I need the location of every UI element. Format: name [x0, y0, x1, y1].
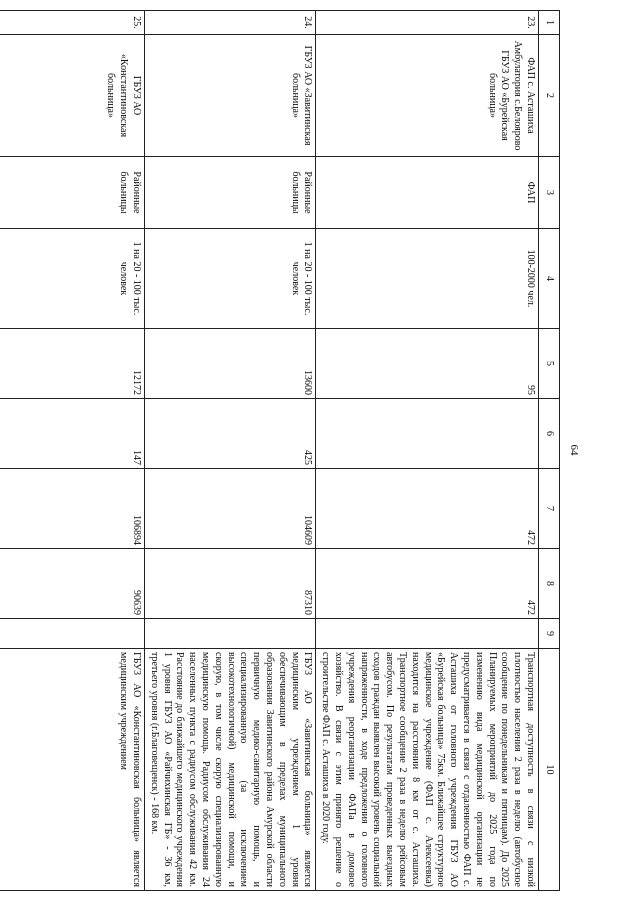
column-number: 3	[539, 157, 560, 229]
value-col8: 90639	[0, 549, 145, 619]
institution-name: ГБУЗ АО «Завитинская больница»	[145, 35, 316, 157]
table-row	[0, 11, 145, 891]
institution-type: ФАП	[316, 157, 539, 229]
rotated-page-content	[24, 10, 584, 890]
coverage-norm: 1 на 20 - 100 тыс. человек	[0, 229, 145, 329]
value-col9	[316, 619, 539, 649]
column-number: 6	[539, 399, 560, 469]
value-col5: 95	[316, 329, 539, 399]
value-col6: 147	[0, 399, 145, 469]
coverage-norm: 100-2000 чел.	[316, 229, 539, 329]
column-number: 8	[539, 549, 560, 619]
column-number: 1	[539, 11, 560, 35]
institution-name: ГБУЗ АО «Константиновская больница»	[0, 35, 145, 157]
value-col6: 425	[145, 399, 316, 469]
column-number: 9	[539, 619, 560, 649]
column-number: 5	[539, 329, 560, 399]
institution-name: ФАП с. Асташиха Амбулатория с.Белоярово ГБУЗ АО «Бурейская больница»	[316, 35, 539, 157]
value-col8: 87310	[145, 549, 316, 619]
row-number: 23.	[316, 11, 539, 35]
institution-type: Районные больницы	[145, 157, 316, 229]
value-col6	[316, 399, 539, 469]
column-number: 10	[539, 649, 560, 891]
column-number: 2	[539, 35, 560, 157]
column-number-row	[539, 11, 560, 891]
justification-text: Транспортная доступность в связи с низкой плотностью населения 2 раза в неделю (автобусное сообщение по понедельникам и пятницам). До 2025 Планируемых мероприятий до 2025 года по изменению вида медицинской организации не предусматривается в связи с отдаленностью ФАП с. Асташиха от головного учреждения ГБУЗ АО «Бурейская больница» 75км. Ближайшее структурное медицинское учреждение (ФАП с. Алексеевка) находится на расстоянии 8 км от с. Асташиха. Транспортное сообщение 2 раза в неделю рейсовым автобусом. По результатам проведенных выездных сходов граждан выявлен высокий уровень социальной напряженности, в ходе предложения о головного учреждения реорганизации ФАПа в домовое хозяйство. В связи с этим принято решение о строительстве ФАП с. Асташиха в 2020 году.	[316, 649, 539, 891]
row-number: 25.	[0, 11, 145, 35]
row-number: 24.	[145, 11, 316, 35]
justification-text: ГБУЗ АО «Константиновская больница» является медицинским учреждением	[0, 649, 145, 891]
institutions-table	[0, 10, 560, 891]
value-col7: 104609	[145, 469, 316, 549]
coverage-norm: 1 на 20 - 100 тыс. человек	[145, 229, 316, 329]
value-col8: 472	[316, 549, 539, 619]
value-col7: 472	[316, 469, 539, 549]
value-col9	[145, 619, 316, 649]
value-col5: 12172	[0, 329, 145, 399]
value-col7: 106894	[0, 469, 145, 549]
value-col5: 13600	[145, 329, 316, 399]
value-col9	[0, 619, 145, 649]
institution-type: Районные больницы	[0, 157, 145, 229]
column-number: 7	[539, 469, 560, 549]
justification-text: ГБУЗ АО «Завитинская больница» является медицинским учреждением 1 уровня обеспечивающим в пределах муниципального образования Завитинского района Амурской области первичную медико-санитарную помощь, и специализированную (за исключением высокотехнологичной) медицинской помощи, и скорую, в том числе скорую специализированную медицинскую помощь. Радиусом обслуживания 24 населенных пункта с радиусом обслуживания 42 км. Расстояние до ближайшего медицинского учреждения 1 уровня ГБУЗ АО «Райчихинская ГБ» - 36 км, третьего уровня (г.Благовещенск) - 168 км.	[145, 649, 316, 891]
table-row	[316, 11, 539, 891]
column-number: 4	[539, 229, 560, 329]
page-number: 64	[568, 444, 580, 456]
table-row	[145, 11, 316, 891]
